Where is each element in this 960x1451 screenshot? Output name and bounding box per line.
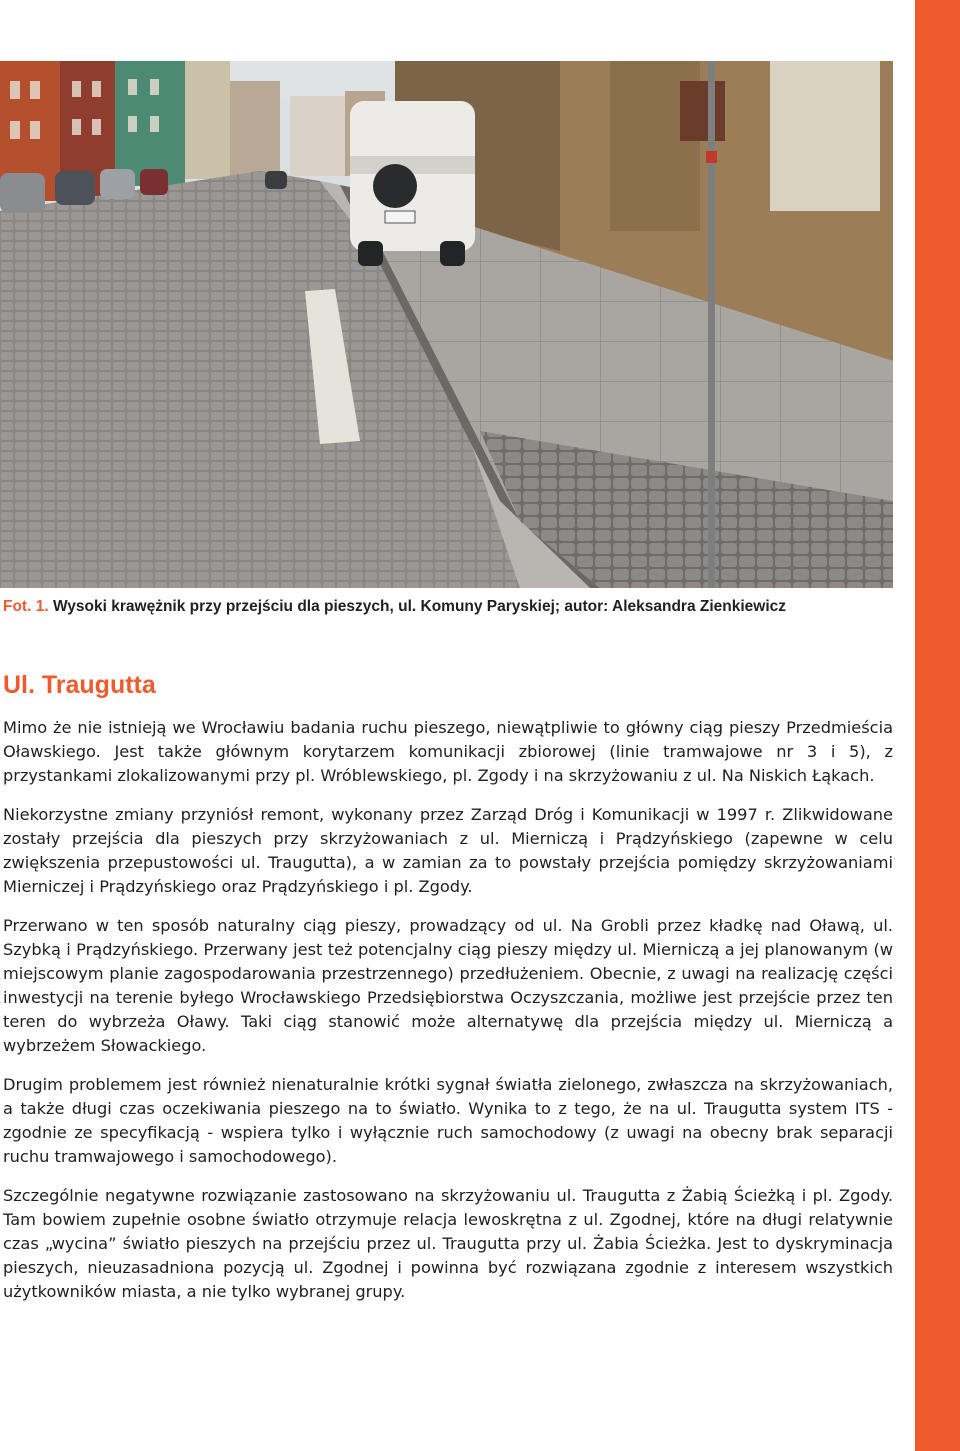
street-photo <box>0 61 893 588</box>
paragraph: Drugim problemem jest również nienaturalnie krótki sygnał światła zielonego, zwłaszcza na skrzyżowaniach, a także długi czas oczekiwania pieszego na to światło. Wynika to z tego, że na ul. Traugutta system ITS - zgodnie ze specyfikacją - wspiera tylko i wyłącznie ruch samochodowy (z uwagi na obecny brak separacji ruchu tramwajowego i samochodowego). <box>3 1075 893 1166</box>
section-heading: Ul. Traugutta <box>3 671 156 699</box>
photo-caption <box>3 598 908 616</box>
paragraph: Mimo że nie istnieją we Wrocławiu badania ruchu pieszego, niewątpliwie to główny ciąg pieszy Przedmieścia Oławskiego. Jest także głównym korytarzem komunikacji zbiorowej (linie tramwajowe nr 3 i 5), z przystankami zlokalizowanymi przy pl. Wróblewskiego, pl. Zgody i na skrzyżowaniu z ul. Na Niskich Łąkach. <box>3 718 893 785</box>
caption-number: Fot. 1. <box>3 598 49 615</box>
paragraph: Szczególnie negatywne rozwiązanie zastosowano na skrzyżowaniu ul. Traugutta z Żabią Ścieżką i pl. Zgody. Tam bowiem zupełnie osobne światło otrzymuje relacja lewoskrętna z ul. Zgodnej, które na długi relatywnie czas „wycina” światło pieszych na przejściu przez ul. Traugutta przy ul. Żabia Ścieżka. Jest to dyskryminacja pieszych, nieuzasadniona pozycją ul. Zgodnej i powinna być rozwiązana zgodnie z interesem wszystkich użytkowników miasta, a nie tylko wybranej grupy. <box>3 1186 893 1301</box>
body-text <box>3 716 893 1319</box>
paragraph: Niekorzystne zmiany przyniósł remont, wykonany przez Zarząd Dróg i Komunikacji w 1997 r. Zlikwidowane zostały przejścia dla pieszych przy skrzyżowaniach z ul. Mierniczą i Prądzyńskiego (zapewne w celu zwiększenia przepustowości ul. Traugutta), a w zamian za to powstały przejścia pomiędzy skrzyżowaniami Mierniczej i Prądzyńskiego oraz Prądzyńskiego i pl. Zgody. <box>3 805 893 896</box>
caption-text: Wysoki krawężnik przy przejściu dla pieszych, ul. Komuny Paryskiej; autor: Aleksandra Zienkiewicz <box>52 598 787 615</box>
paragraph: Przerwano w ten sposób naturalny ciąg pieszy, prowadzący od ul. Na Grobli przez kładkę nad Oławą, ul. Szybką i Prądzyńskiego. Przerwany jest też potencjalny ciąg pieszy między ul. Mierniczą a jej planowanym (w miejscowym planie zagospodarowania przestrzennego) przedłużeniem. Obecnie, z uwagi na realizację części inwestycji na terenie byłego Wrocławskiego Przedsiębiorstwa Oczyszczania, możliwe jest przejście przez ten teren do wybrzeża Oławy. Taki ciąg stanowić może alternatywę dla przejścia między ul. Mierniczą a wybrzeżem Słowackiego. <box>3 916 893 1055</box>
orange-side-bar <box>915 0 960 1451</box>
